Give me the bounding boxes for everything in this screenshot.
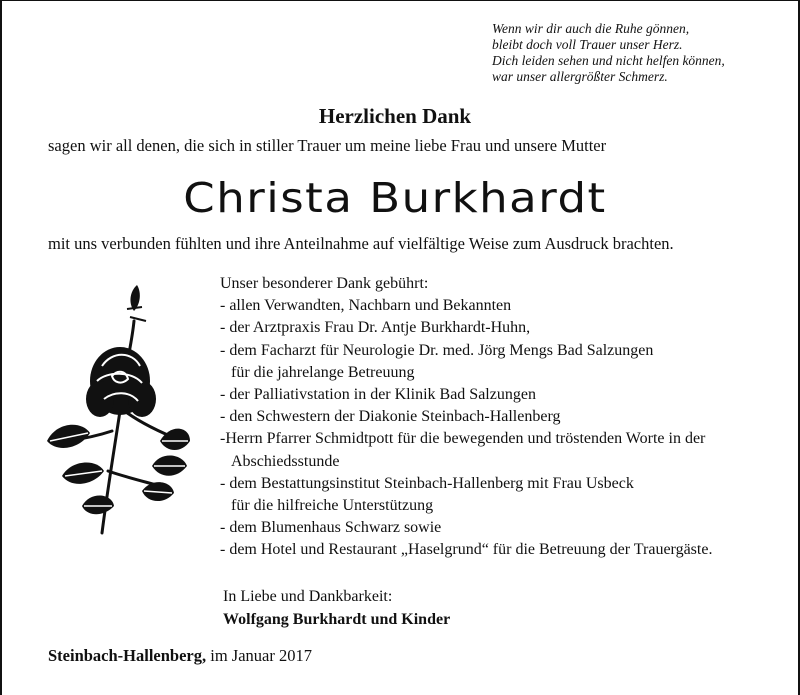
closing-line: In Liebe und Dankbarkeit: — [223, 588, 393, 605]
poem-line: war unser allergrößter Schmerz. — [492, 69, 668, 84]
thanks-intro: Unser besonderer Dank gebührt: — [220, 275, 429, 292]
thanks-list — [220, 273, 712, 562]
list-item: - den Schwestern der Diakonie Steinbach-Hallenberg — [220, 408, 561, 426]
list-item: -Herrn Pfarrer Schmidtpott für die bewegenden und tröstenden Worte in der — [220, 430, 706, 448]
list-item: - der Palliativstation in der Klinik Bad Salzungen — [220, 386, 536, 404]
list-item: - dem Facharzt für Neurologie Dr. med. Jörg Mengs Bad Salzungen — [220, 341, 654, 359]
list-item: Abschiedsstunde — [231, 452, 340, 470]
list-item: - dem Hotel und Restaurant „Haselgrund“ für die Betreuung der Trauergäste. — [220, 541, 713, 559]
closing — [223, 585, 450, 631]
place-town: Steinbach-Hallenberg, — [48, 646, 207, 665]
rose-icon — [42, 281, 192, 541]
poem-line: Wenn wir dir auch die Ruhe gönnen, — [492, 21, 690, 36]
poem-line: Dich leiden sehen und nicht helfen können, — [492, 53, 725, 68]
signature: Wolfgang Burkhardt und Kinder — [223, 611, 451, 628]
list-item: für die jahrelange Betreuung — [231, 363, 415, 381]
list-item: - dem Blumenhaus Schwarz sowie — [220, 519, 442, 537]
place-date — [48, 646, 312, 666]
list-item: - dem Bestattungsinstitut Steinbach-Hallenberg mit Frau Usbeck — [220, 474, 634, 492]
outro-text: mit uns verbunden fühlten und ihre Anteilnahme auf vielfältige Weise zum Ausdruck brachten. — [48, 234, 674, 253]
intro-text: sagen wir all denen, die sich in stiller Trauer um meine liebe Frau und unsere Mutter — [48, 136, 607, 155]
place-date-text: im Januar 2017 — [210, 646, 312, 665]
poem-line: bleibt doch voll Trauer unser Herz. — [492, 37, 683, 52]
poem — [492, 21, 725, 85]
list-item: - der Arztpraxis Frau Dr. Antje Burkhardt-Huhn, — [220, 319, 531, 337]
list-item: für die hilfreiche Unterstützung — [231, 497, 434, 515]
deceased-name: Christa Burkhardt — [183, 173, 607, 222]
list-item: - allen Verwandten, Nachbarn und Bekannten — [220, 297, 512, 315]
headline: Herzlichen Dank — [318, 104, 472, 128]
